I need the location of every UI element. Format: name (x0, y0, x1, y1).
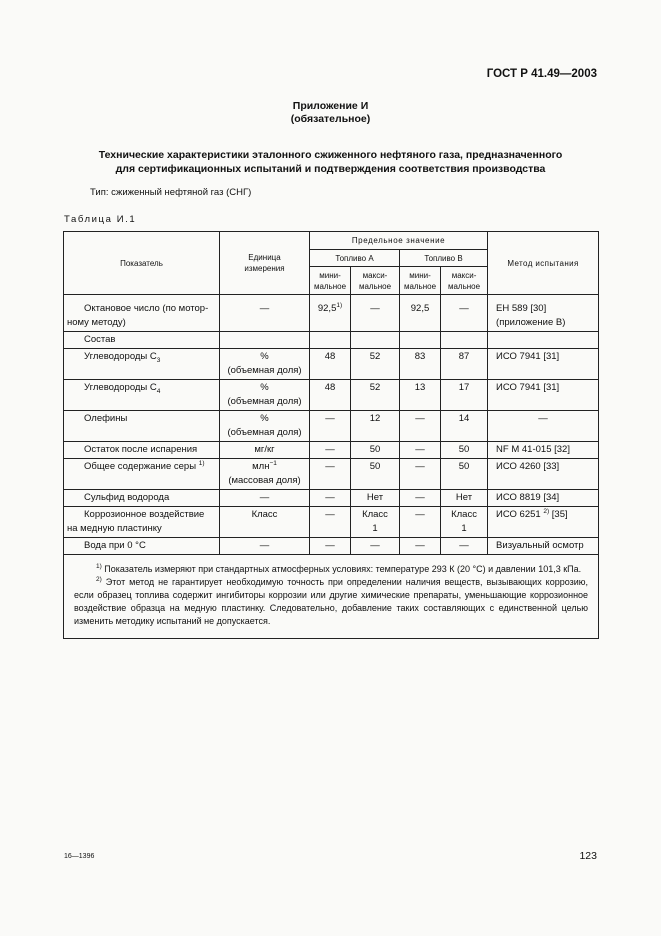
header-method: Метод испытания (488, 232, 599, 295)
header-b-max: макси- мальное (441, 267, 488, 295)
page-number: 123 (579, 850, 597, 862)
table-row-c4: Углеводороды $С_4$ % (объемная доля) 48 52 13 17 ИСО 7941 [31] (64, 380, 599, 411)
document-title-line-1: Технические характеристики эталонного сжиженного нефтяного газа, предназначенного (98, 149, 563, 161)
table-row-hydrogen-sulfide: Сульфид водорода — — Нет — Нет ИСО 8819 [34] (64, 490, 599, 507)
header-fuel-a: Топливо А (310, 250, 400, 267)
spec-table (63, 231, 599, 639)
octane-name: Октановое число (по мотор- ному методу) (64, 301, 220, 332)
header-unit: Единица измерения (220, 232, 310, 295)
header-limit-value: Предельное значение (310, 232, 488, 250)
header-b-min: мини- мальное (400, 267, 441, 295)
footnote-1: $^{1)}$ Показатель измеряют при стандартных атмосферных условиях: температуре 293 К (20 °С) и давлении 101,3 кПа. (96, 563, 582, 574)
header-fuel-b: Топливо В (400, 250, 488, 267)
table-footnotes (64, 555, 599, 639)
table-label: Таблица И.1 (64, 214, 137, 225)
table-row-sulfur: Общее содержание серы $^{1)}$ млн$^{-1}$ (массовая доля) — 50 — 50 ИСО 4260 [33] (64, 459, 599, 490)
header-indicator: Показатель (64, 232, 220, 295)
header-a-max: макси- мальное (351, 267, 400, 295)
document-title-line-2: для сертификационных испытаний и подтверждения соответствия производства (115, 163, 546, 175)
fuel-type: Тип: сжиженный нефтяной газ (СНГ) (90, 187, 252, 198)
table-row-corrosion: Коррозионное воздействие на медную пластинку Класс — Класс 1 — Класс 1 ИСО 6251 $^{2)}$ [35] (64, 507, 599, 538)
document-title (40, 148, 621, 176)
standard-number: ГОСТ Р 41.49—2003 (486, 68, 597, 80)
table-row-olefins: Олефины % (объемная доля) — 12 — 14 — (64, 411, 599, 442)
table-row-residue: Остаток после испарения мг/кг — 50 — 50 NF M 41-015 [32] (64, 442, 599, 459)
header-a-min: мини- мальное (310, 267, 351, 295)
table-row-composition: Состав (64, 332, 599, 349)
table-row-octane: Октановое число (по мотор- ному методу) — 92,5$^{1)}$ — 92,5 — ЕН 589 [30] (приложение В) (64, 301, 599, 332)
appendix-title: Приложение И (292, 100, 369, 112)
print-code: 16—1396 (64, 853, 95, 860)
appendix-subtitle: (обязательное) (290, 113, 371, 125)
footnote-2: $^{2)}$ Этот метод не гарантирует необходимую точность при определении наличия веществ, вызывающих коррозию, если образец топлива содержит ингибиторы коррозии или другие химические препараты, уменьшающие коррозионное воздействие образца на медную пластинку. Следовательно, добавление таких составляющих с единственной целью изменить методику испытаний не допускается. (74, 576, 589, 626)
table-row-c3: Углеводороды $С_3$ % (объемная доля) 48 52 83 87 ИСО 7941 [31] (64, 349, 599, 380)
table-row-water: Вода при 0 °С — — — — — Визуальный осмотр (64, 538, 599, 555)
